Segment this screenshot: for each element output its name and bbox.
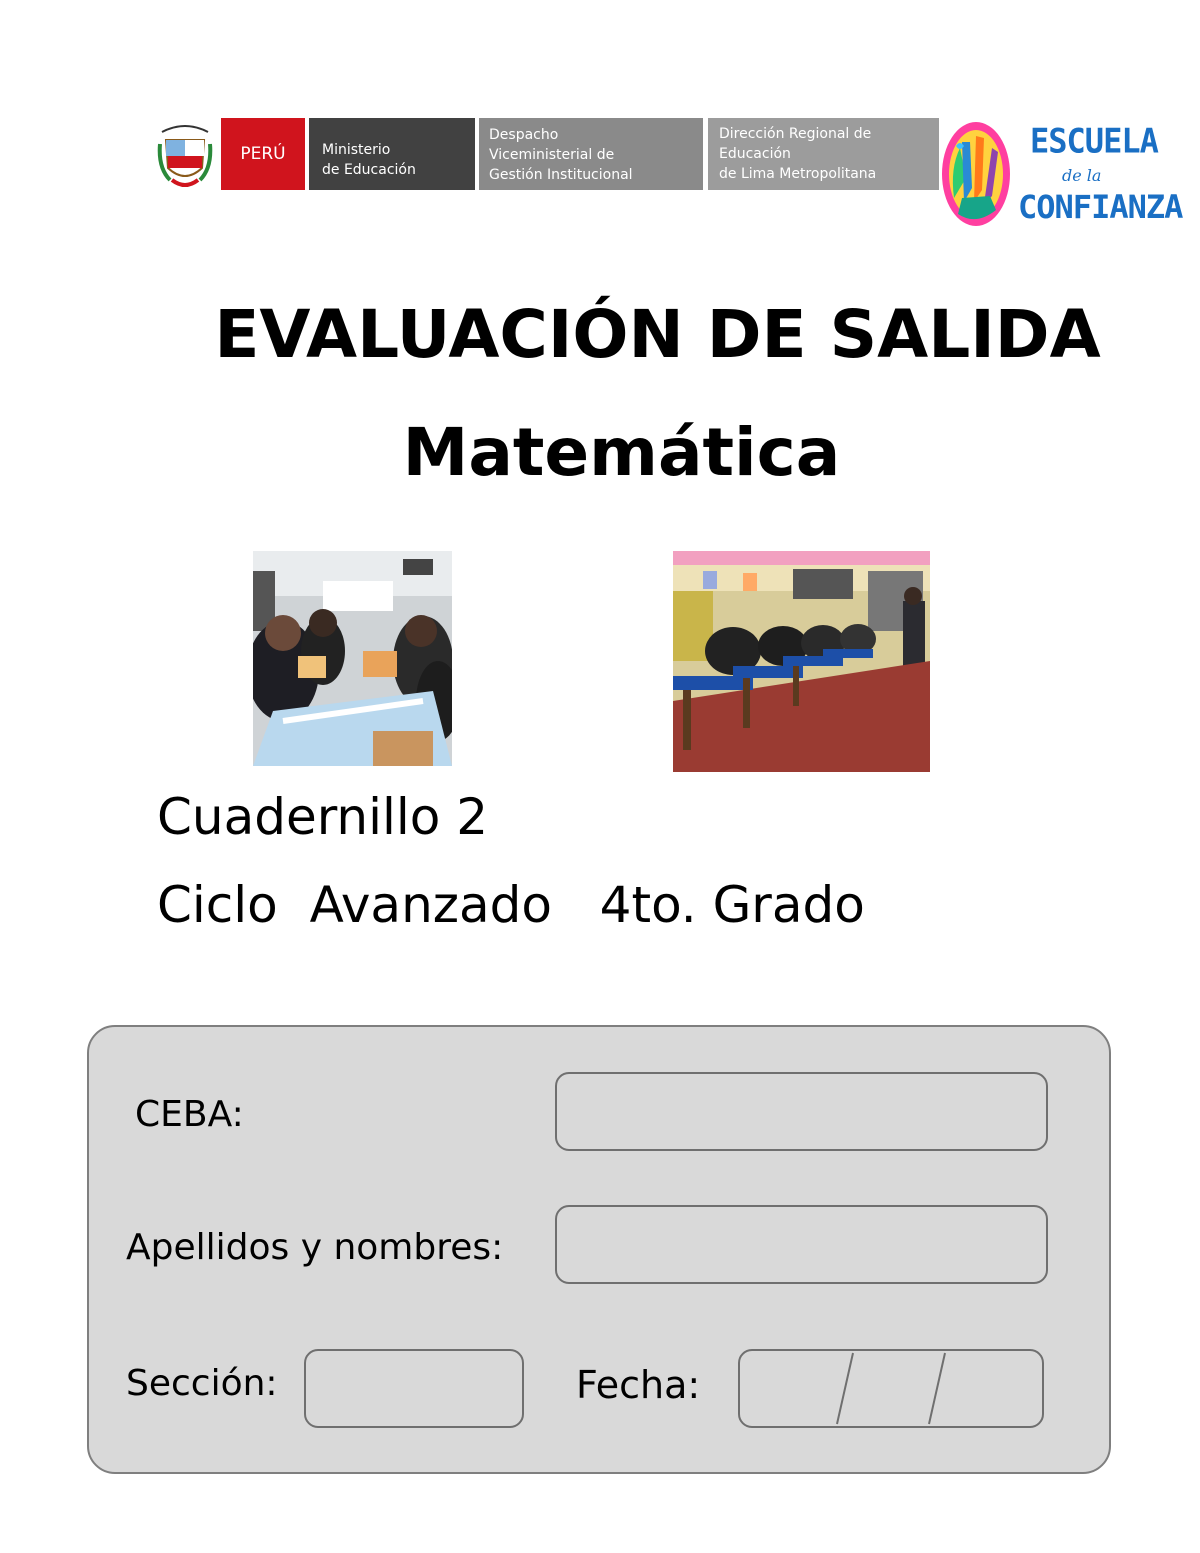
escuela-word: ESCUELA	[1030, 121, 1158, 161]
apellidos-nombres-field[interactable]	[555, 1205, 1048, 1284]
escuela-hands-logo-icon	[940, 118, 1012, 230]
classroom-photo-2	[673, 551, 930, 772]
direccion-line-1: Dirección Regional de	[719, 126, 872, 142]
peru-label: PERÚ	[221, 118, 305, 190]
ceba-field[interactable]	[555, 1072, 1048, 1151]
direccion-line-2: Educación	[719, 146, 791, 162]
peru-coat-of-arms-icon	[156, 118, 214, 192]
subject-title: Matemática	[402, 414, 841, 491]
fecha-field[interactable]	[738, 1349, 1044, 1428]
ministerio-block	[309, 118, 475, 190]
direccion-regional-block	[708, 118, 939, 190]
page-title: EVALUACIÓN DE SALIDA	[214, 296, 1101, 373]
confianza-word: CONFIANZA	[1018, 188, 1183, 226]
despacho-line-3: Gestión Institucional	[489, 167, 633, 183]
date-separator-slashes	[740, 1351, 1042, 1426]
seccion-label: Sección:	[126, 1363, 278, 1404]
apellidos-nombres-label: Apellidos y nombres:	[126, 1227, 504, 1268]
despacho-line-2: Viceministerial de	[489, 147, 615, 163]
despacho-line-1: Despacho	[489, 127, 559, 143]
cuadernillo-label: Cuadernillo 2	[157, 788, 489, 846]
despacho-block	[479, 118, 703, 190]
de-la-word: de la	[1062, 166, 1102, 185]
ministerio-line-2: de Educación	[322, 162, 416, 178]
ciclo-grado-label: Ciclo Avanzado 4to. Grado	[157, 876, 865, 934]
ceba-label: CEBA:	[135, 1094, 244, 1135]
fecha-label: Fecha:	[576, 1363, 701, 1407]
ministerio-line-1: Ministerio	[322, 142, 391, 158]
direccion-line-3: de Lima Metropolitana	[719, 166, 877, 182]
seccion-field[interactable]	[304, 1349, 524, 1428]
classroom-photo-1	[253, 551, 452, 766]
